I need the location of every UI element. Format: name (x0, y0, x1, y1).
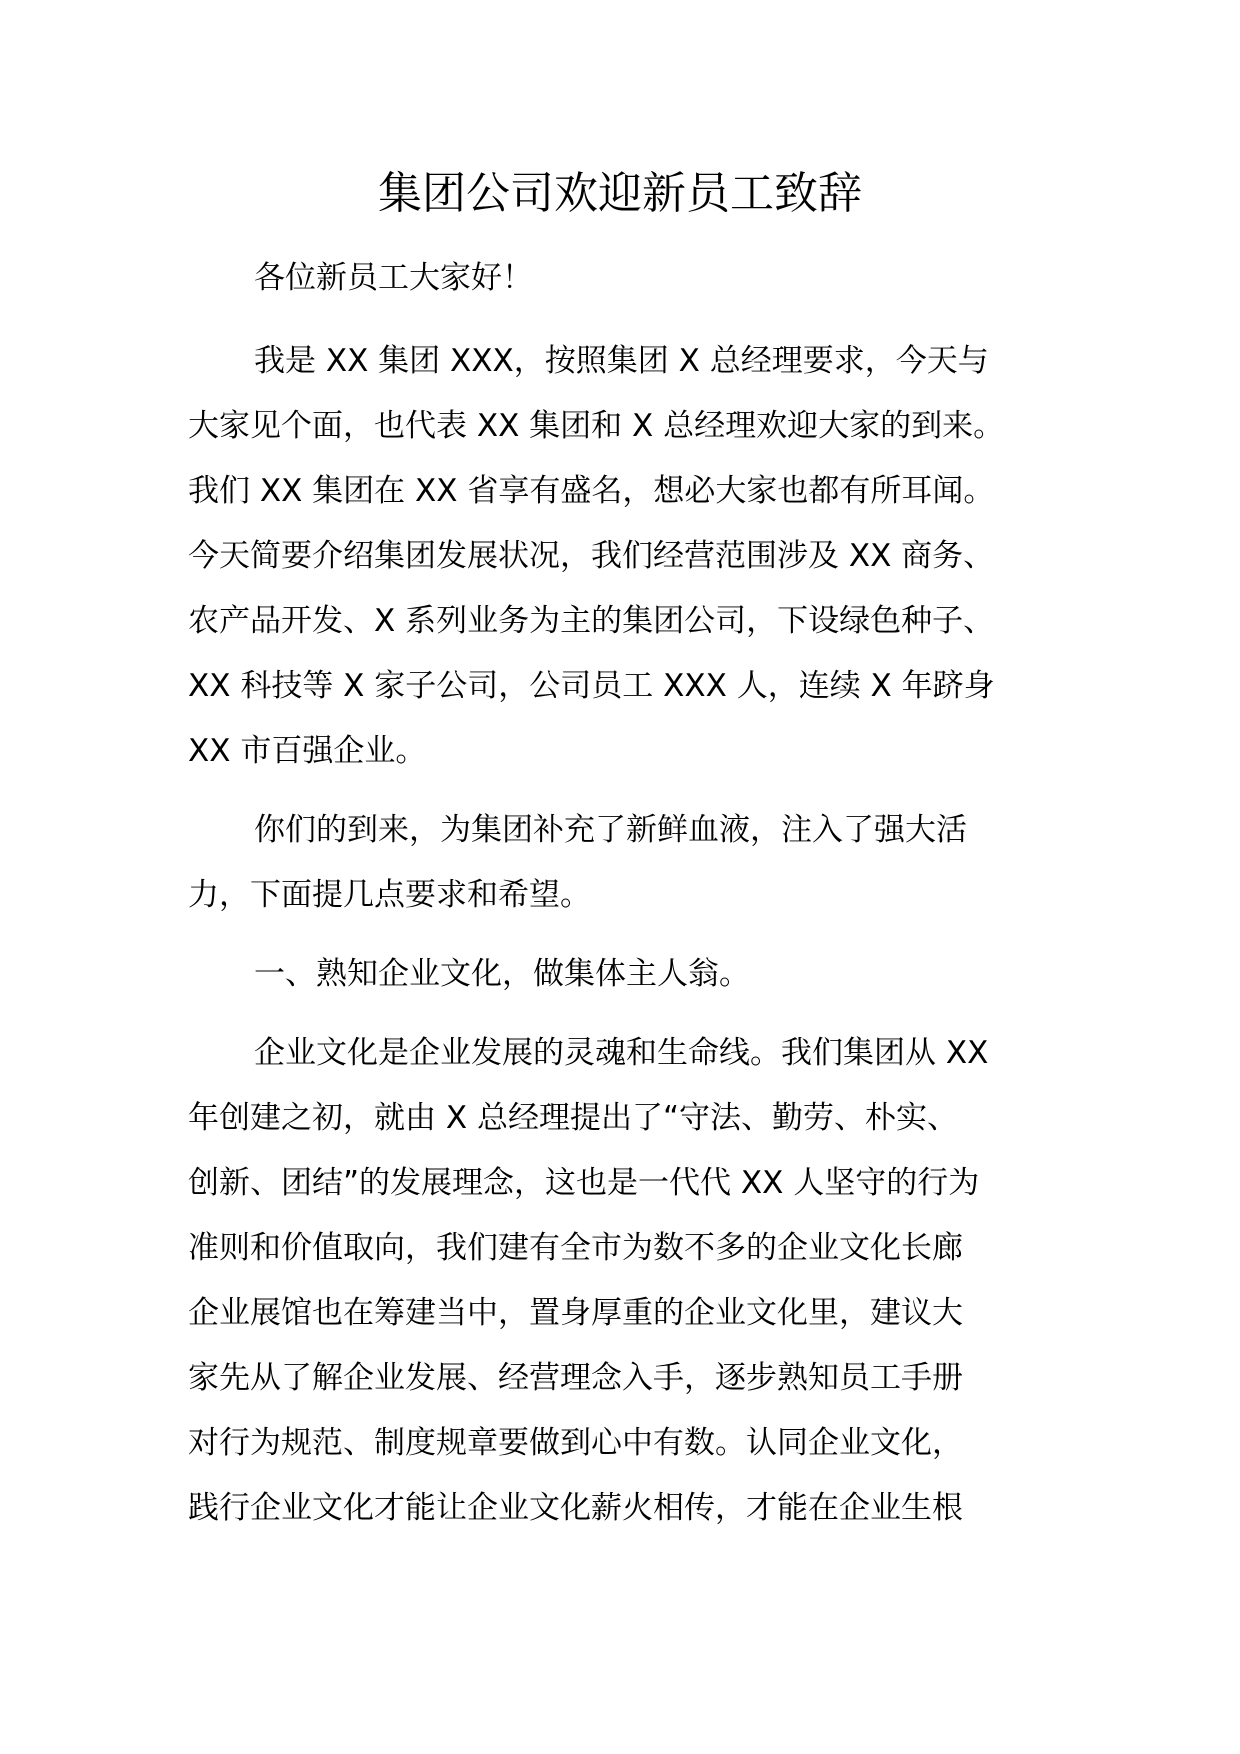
document-body (188, 246, 1066, 1541)
paragraph-line: 今天简要介绍集团发展状况，我们经营范围涉及 XX 商务、 (188, 538, 995, 574)
paragraph-2 (188, 798, 1066, 928)
greeting-paragraph (188, 246, 1066, 311)
paragraph-line: XX 科技等 X 家子公司，公司员工 XXX 人，连续 X 年跻身 (188, 668, 995, 704)
paragraph-line: 农产品开发、X 系列业务为主的集团公司，下设绿色种子、 (188, 603, 995, 639)
document-title: 集团公司欢迎新员工致辞 (378, 168, 862, 219)
paragraph-line: 你们的到来，为集团补充了新鲜血液，注入了强大活 (254, 812, 967, 848)
section-heading-1 (188, 942, 1066, 1007)
paragraph-line: 我是 XX 集团 XXX，按照集团 X 总经理要求，今天与 (254, 343, 989, 379)
paragraph-line: 对行为规范、制度规章要做到心中有数。认同企业文化， (188, 1425, 963, 1461)
greeting-text: 各位新员工大家好！ (254, 260, 533, 296)
paragraph-line: 年创建之初，就由 X 总经理提出了“守法、勤劳、朴实、 (188, 1100, 959, 1136)
paragraph-line: 我们 XX 集团在 XX 省享有盛名，想必大家也都有所耳闻。 (188, 473, 995, 509)
paragraph-line: 大家见个面，也代表 XX 集团和 X 总经理欢迎大家的到来。 (188, 408, 1005, 444)
paragraph-line: XX 市百强企业。 (188, 733, 427, 769)
paragraph-line: 践行企业文化才能让企业文化薪火相传，才能在企业生根 (188, 1490, 963, 1526)
paragraph-line: 企业文化是企业发展的灵魂和生命线。我们集团从 XX (254, 1035, 989, 1071)
paragraph-line: 创新、团结”的发展理念，这也是一代代 XX 人坚守的行为 (188, 1165, 980, 1201)
paragraph-3 (188, 1021, 1066, 1541)
paragraph-line: 家先从了解企业发展、经营理念入手，逐步熟知员工手册 (188, 1360, 963, 1396)
paragraph-line: 准则和价值取向，我们建有全市为数不多的企业文化长廊 (188, 1230, 963, 1266)
paragraph-1 (188, 329, 1066, 784)
paragraph-line: 企业展馆也在筹建当中，置身厚重的企业文化里，建议大 (188, 1295, 963, 1331)
section-heading-text: 一、熟知企业文化，做集体主人翁。 (254, 956, 750, 992)
paragraph-line: 力，下面提几点要求和希望。 (188, 877, 591, 913)
